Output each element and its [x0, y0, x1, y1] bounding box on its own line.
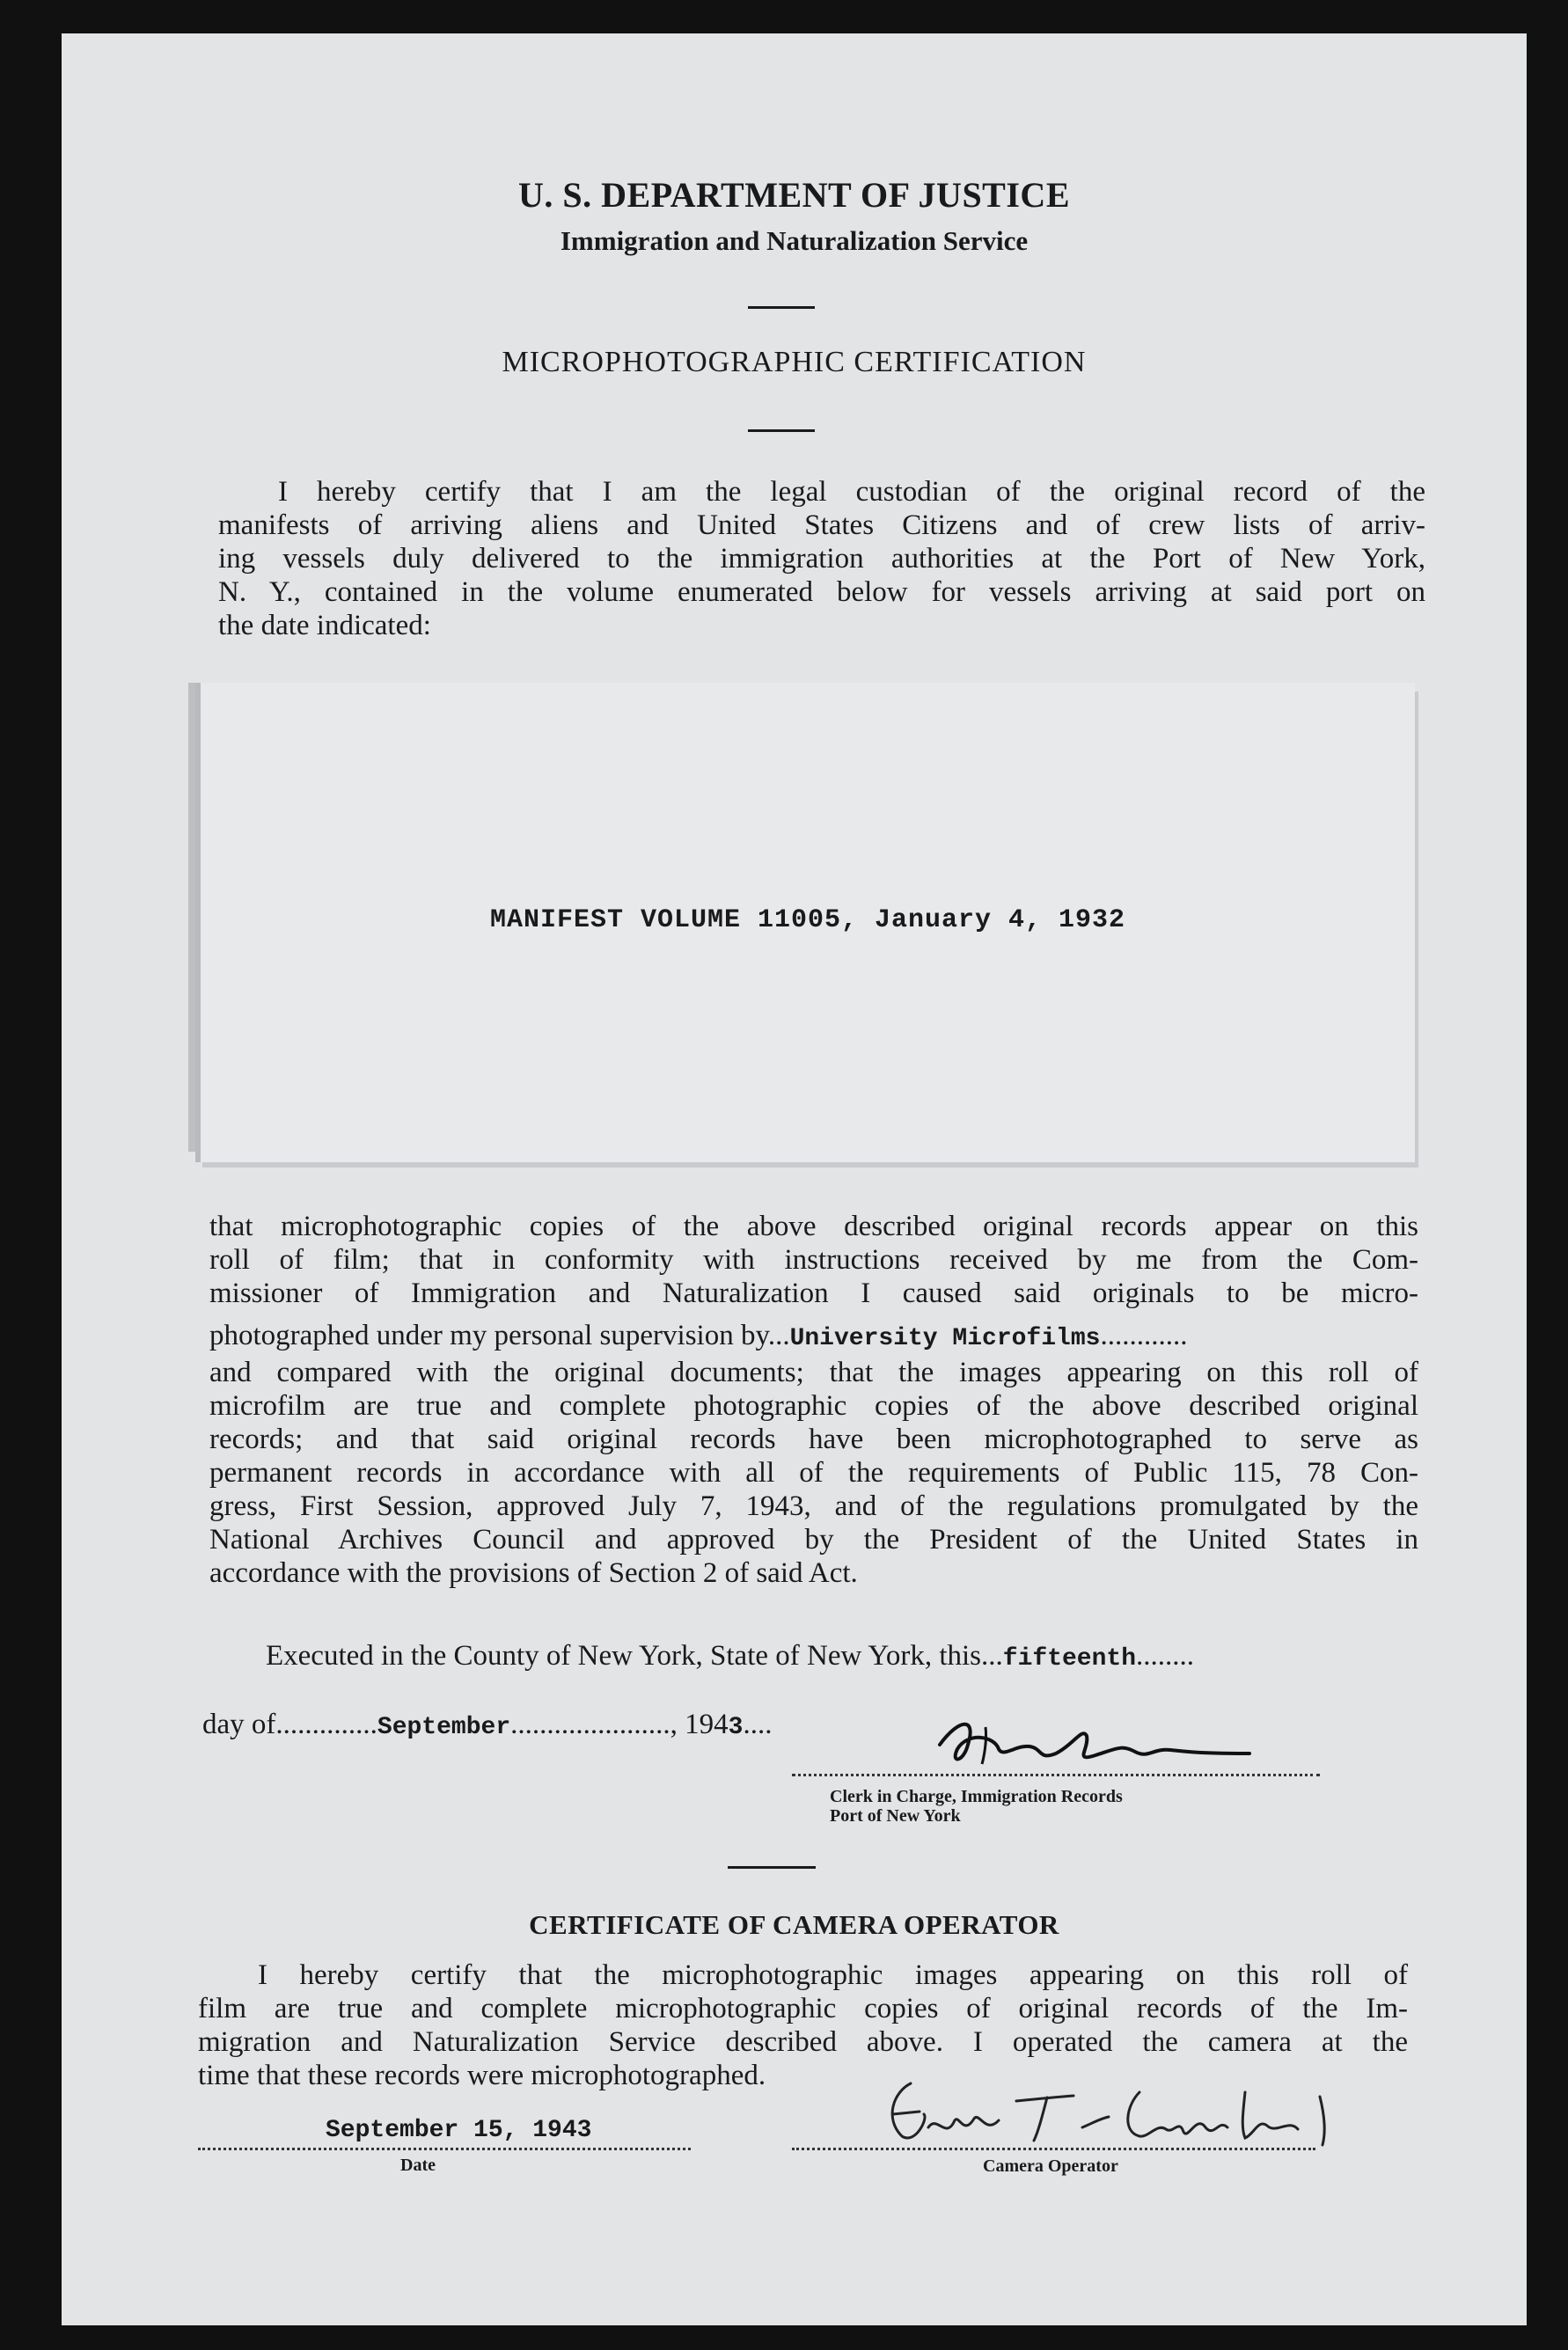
clerk-title-line: Port of New York	[830, 1806, 961, 1826]
camera-operator-heading: CERTIFICATE OF CAMERA OPERATOR	[529, 1909, 1059, 1940]
document-page	[62, 33, 1527, 2325]
body-line: gress, First Session, approved July 7, 1943, and of the regulations promulgated by the	[209, 1490, 1418, 1522]
body-line: accordance with the provisions of Section 2 of said Act.	[209, 1557, 858, 1589]
body-paragraph	[209, 1210, 1418, 1590]
clerk-title	[830, 1787, 1123, 1826]
inserted-slip	[195, 683, 1415, 1162]
execution-year-digit: 3	[728, 1714, 744, 1741]
operator-line: migration and Naturalization Service described above. I operated the camera at the	[198, 2026, 1408, 2058]
service-subheading: Immigration and Naturalization Service	[560, 225, 1029, 256]
body-line: microfilm are true and complete photographic copies of the above described original	[209, 1390, 1418, 1422]
body-line: missioner of Immigration and Naturalization I caused said originals to be micro-	[209, 1277, 1418, 1309]
operator-line: I hereby certify that the microphotographic images appearing on this roll of	[258, 1959, 1408, 1991]
month-dots: ......................	[510, 1709, 670, 1740]
divider-rule	[748, 306, 815, 309]
body-line: permanent records in accordance with all of the requirements of Public 115, 78 Con-	[209, 1457, 1418, 1489]
year-prefix: , 194	[670, 1709, 729, 1740]
execution-day: fifteenth	[1002, 1645, 1137, 1673]
clerk-signature	[933, 1709, 1267, 1780]
divider-rule	[728, 1866, 816, 1869]
body-line: National Archives Council and approved by the President of the United States in	[209, 1524, 1418, 1556]
year-suffix: ....	[743, 1709, 773, 1740]
certification-title: MICROPHOTOGRAPHIC CERTIFICATION	[502, 346, 1087, 378]
intro-line: the date indicated:	[218, 610, 431, 641]
operator-signature	[876, 2066, 1351, 2163]
divider-rule	[748, 429, 815, 432]
body-line: records; and that said original records have been microphotographed to serve as	[209, 1424, 1418, 1455]
intro-paragraph	[218, 475, 1425, 642]
execution-line	[266, 1639, 1427, 1676]
department-heading: U. S. DEPARTMENT OF JUSTICE	[518, 175, 1070, 215]
date-label: Date	[400, 2156, 436, 2175]
microfilm-company: University Microfilms	[789, 1325, 1101, 1352]
manifest-volume-text: MANIFEST VOLUME 11005, January 4, 1932	[489, 905, 1126, 935]
body-line: that microphotographic copies of the above described original records appear on this	[209, 1211, 1418, 1242]
date-line	[198, 2148, 691, 2150]
intro-line: ing vessels duly delivered to the immigration authorities at the Port of New York,	[218, 543, 1425, 575]
clerk-title-line: Clerk in Charge, Immigration Records	[830, 1787, 1123, 1806]
operator-line: time that these records were microphotographed.	[198, 2060, 766, 2091]
execution-date-line	[202, 1708, 994, 1745]
fill-suffix: ............	[1100, 1320, 1188, 1351]
execution-month: September	[377, 1714, 511, 1741]
body-fill-line	[209, 1319, 1418, 1356]
body-line: and compared with the original documents; that the images appearing on this roll of	[209, 1357, 1418, 1388]
day-of-label: day of	[202, 1709, 276, 1740]
month-dots: ..............	[275, 1709, 377, 1740]
operator-date-value: September 15, 1943	[326, 2117, 592, 2144]
camera-operator-label: Camera Operator	[983, 2156, 1118, 2176]
intro-line: N. Y., contained in the volume enumerated below for vessels arriving at said port on	[218, 576, 1425, 608]
operator-line: film are true and complete microphotographic copies of original records of the Im-	[198, 1993, 1408, 2024]
intro-line: I hereby certify that I am the legal custodian of the original record of the	[278, 476, 1425, 508]
intro-line: manifests of arriving aliens and United States Citizens and of crew lists of arriv-	[218, 509, 1425, 541]
body-line: roll of film; that in conformity with instructions received by me from the Com-	[209, 1244, 1418, 1276]
execution-prefix: Executed in the County of New York, State of New York, this...	[266, 1640, 1003, 1672]
fill-prefix: photographed under my personal supervision by...	[209, 1320, 790, 1351]
execution-day-suffix: ........	[1136, 1640, 1195, 1672]
